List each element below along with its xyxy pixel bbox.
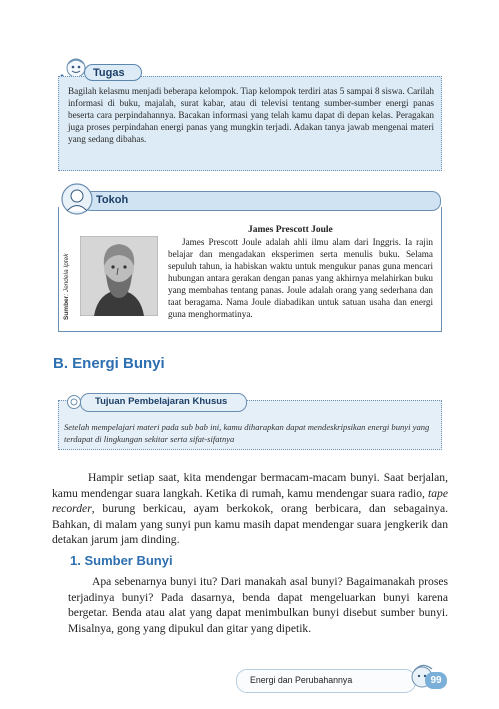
page-number: 99	[425, 672, 447, 689]
subsection-paragraph: Apa sebenarnya bunyi itu? Dari manakah asal bunyi? Bagaimanakah proses terjadinya bunyi? Pada dasarnya, benda dapat mengeluarkan bunyi karena bergetar. Benda atau alat yang dapat menimbulkan bunyi disebut sumber bunyi. Misalnya, gong yang dipukul dan gitar yang dipetik.	[68, 575, 448, 635]
tujuan-text: Setelah mempelajari materi pada sub bab ini, kamu diharapkan dapat mendeskripsikan energi bunyi yang terdapat di lingkungan sekitar serta sifat-sifatnya	[64, 422, 430, 444]
tokoh-text: James Prescott Joule adalah ahli ilmu alam dari Inggris. Ia rajin belajar dan mengadakan eksperimen serta menulis buku. Selama sepuluh tahun, ia habiskan waktu untuk mengukur panas guna mencari hubungan antara gerakan dengan panas yang akhirnya melahirkan buku yang membahas tentang panas. Joule adalah orang yang sederhana dan taat beragama. Nama Joule diabadikan untuk satuan usaha dan energi guna menghormatinya.	[168, 237, 433, 319]
tugas-label: Tugas	[84, 64, 142, 81]
tokoh-header-bar	[82, 191, 441, 211]
tokoh-name: James Prescott Joule	[248, 225, 333, 235]
joule-portrait-image	[80, 236, 158, 316]
tugas-text: Bagilah kelasmu menjadi beberapa kelompok. Tiap kelompok terdiri atas 5 sampai 8 siswa. Carilah informasi di buku, majalah, surat kabar, atau di televisi tentang sumber-sumber energi panas beserta cara perpindahannya. Bacakan informasi yang telah kamu dapat di depan kelas. Peragakan juga proses perpindahan energi panas yang mungkin terjadi. Adakan tanya jawab mengenai materi yang sedang dibahas.	[68, 86, 434, 144]
target-icon	[66, 394, 82, 410]
tokoh-label: Tokoh	[96, 194, 129, 206]
tujuan-label: Tujuan Pembelajaran Khusus	[95, 396, 228, 407]
tokoh-portrait-icon	[60, 182, 94, 216]
image-credit: Sumber: Jendela Iptek	[63, 253, 70, 320]
footer-chapter: Energi dan Perubahannya	[250, 675, 353, 685]
subsection-title: 1. Sumber Bunyi	[70, 553, 173, 568]
body-paragraph: Hampir setiap saat, kita mendengar bermacam-macam bunyi. Saat berjalan, kamu mendengar suara langkah. Ketika di rumah, kamu mendengar suara radio, tape recorder, burung berkicau, ayam berkokok, orang berbicara, dan sebagainya. Bahkan, di malam yang sunyi pun kamu masih dapat mendengar suara jengkerik dan detakan jarum jam dinding.	[52, 471, 448, 547]
section-title: B. Energi Bunyi	[53, 355, 165, 372]
